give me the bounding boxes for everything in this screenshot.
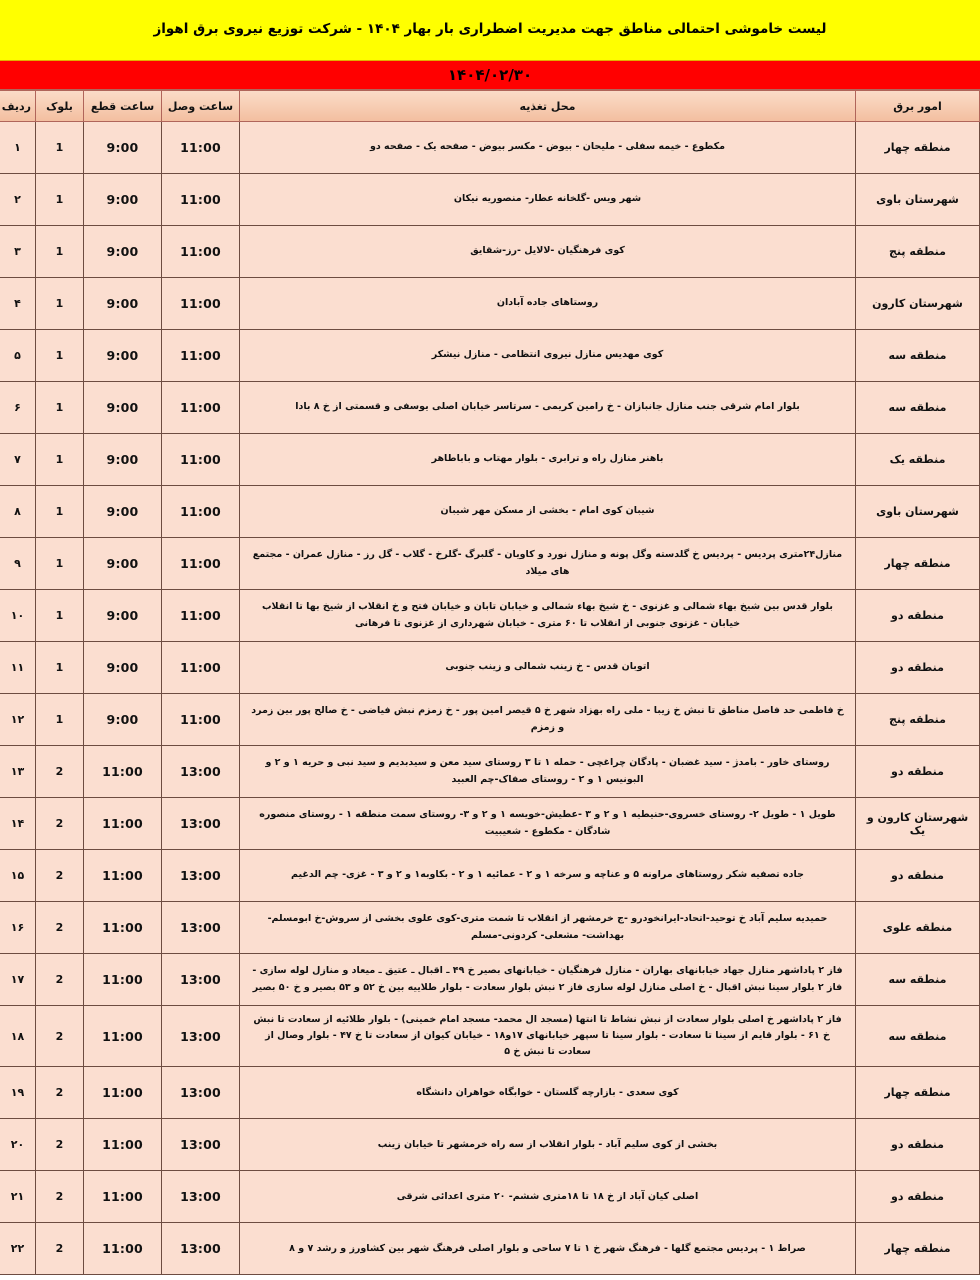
cell-area: منطقه چهار [856,1067,980,1119]
outage-schedule-table [0,89,980,1275]
cell-on-time: 13:00 [162,1067,240,1119]
cell-row-number: ۱۰ [0,590,36,642]
page-title: لیست خاموشی احتمالی مناطق جهت مدیریت اضطراری بار بهار ۱۴۰۴ - شرکت توزیع نیروی برق اهواز [153,21,827,38]
table-row [0,954,980,1006]
cell-feed-location: شیبان کوی امام - بخشی از مسکن مهر شیبان [240,486,856,538]
cell-block: 1 [36,486,84,538]
column-header-off-time: ساعت قطع [84,90,162,122]
cell-block: 1 [36,330,84,382]
cell-area: منطقه سه [856,330,980,382]
cell-feed-location: اتوبان قدس - خ زینب شمالی و زینب جنوبی [240,642,856,694]
cell-off-time: 11:00 [84,850,162,902]
cell-row-number: ۲۱ [0,1171,36,1223]
cell-block: 1 [36,174,84,226]
cell-on-time: 11:00 [162,538,240,590]
title-banner [0,0,980,60]
column-header-area: امور برق [856,90,980,122]
cell-area: شهرستان باوی [856,174,980,226]
cell-block: 2 [36,1119,84,1171]
column-header-feed-location: محل تغذیه [240,90,856,122]
cell-off-time: 9:00 [84,590,162,642]
cell-on-time: 11:00 [162,486,240,538]
cell-feed-location: حمیدیه سلیم آباد خ توحید-اتحاد-ایرانخودرو -ج خرمشهر از انقلاب تا شمت متری-کوی علوی بخشی از سروش-خ ابومسلم- بهداشت- مشعلی- کردونی-مسلم [240,902,856,954]
cell-on-time: 11:00 [162,122,240,174]
cell-feed-location: خ فاطمی حد فاصل مناطق تا نبش خ زیبا - ملی راه بهزاد شهر خ ۵ قیصر امین پور - خ زمزم نبش فیاضی - خ صالح پور بین زمرد و زمزم [240,694,856,746]
cell-off-time: 11:00 [84,746,162,798]
cell-block: 2 [36,1171,84,1223]
cell-row-number: ۱۸ [0,1006,36,1067]
cell-on-time: 11:00 [162,434,240,486]
cell-block: 1 [36,642,84,694]
cell-off-time: 11:00 [84,798,162,850]
cell-area: منطقه سه [856,954,980,1006]
cell-on-time: 11:00 [162,642,240,694]
cell-off-time: 9:00 [84,434,162,486]
cell-feed-location: جاده تصفیه شکر روستاهای مراونه ۵ و عناچه و سرخه ۱ و ۲ - عمائیه ۱ و ۲ - بکاوبه۱ و ۲ و ۳ - غزی- چم الدغیم [240,850,856,902]
cell-area: منطقه دو [856,1119,980,1171]
cell-on-time: 13:00 [162,902,240,954]
cell-row-number: ۴ [0,278,36,330]
cell-area: منطقه پنج [856,694,980,746]
cell-row-number: ۵ [0,330,36,382]
cell-block: 2 [36,850,84,902]
cell-on-time: 11:00 [162,694,240,746]
table-row [0,330,980,382]
column-header-on-time: ساعت وصل [162,90,240,122]
table-row [0,1223,980,1275]
table-row [0,850,980,902]
table-row [0,174,980,226]
cell-off-time: 9:00 [84,174,162,226]
cell-block: 2 [36,746,84,798]
cell-area: منطقه چهار [856,1223,980,1275]
cell-area: منطقه چهار [856,122,980,174]
cell-on-time: 13:00 [162,746,240,798]
table-row [0,1171,980,1223]
cell-block: 2 [36,902,84,954]
cell-row-number: ۳ [0,226,36,278]
cell-block: 1 [36,538,84,590]
cell-off-time: 11:00 [84,954,162,1006]
cell-off-time: 11:00 [84,1171,162,1223]
cell-area: منطقه دو [856,642,980,694]
cell-block: 2 [36,1223,84,1275]
cell-off-time: 9:00 [84,122,162,174]
cell-block: 1 [36,226,84,278]
cell-row-number: ۶ [0,382,36,434]
cell-on-time: 11:00 [162,382,240,434]
table-header [0,90,980,122]
cell-block: 2 [36,954,84,1006]
cell-feed-location: طویل ۱ - طویل ۲- روستای خسروی-حنیطیه ۱ و ۲ و ۳ -عطیش-خویسه ۱ و ۲ و ۳- روستای سمت منطقه ۱ - روستای منصوره شادگان - مکطوع - شعیبیت [240,798,856,850]
cell-feed-location: کوی سعدی - بازارچه گلستان - خوابگاه خواهران دانشگاه [240,1067,856,1119]
cell-feed-location: بلوار قدس بین شیخ بهاء شمالی و غزنوی - خ شیخ بهاء شمالی و خیابان تابان و خیابان فتح و خ انقلاب از شیخ بها تا انقلاب خیابان - غزنوی جنوبی از انقلاب تا ۶۰ متری - خیابان شهرداری از غزنوی تا فرهانی [240,590,856,642]
cell-on-time: 11:00 [162,590,240,642]
cell-row-number: ۱۱ [0,642,36,694]
cell-on-time: 11:00 [162,330,240,382]
table-row [0,694,980,746]
cell-row-number: ۱۷ [0,954,36,1006]
cell-row-number: ۲۰ [0,1119,36,1171]
cell-area: منطقه یک [856,434,980,486]
cell-area: منطقه دو [856,746,980,798]
cell-area: منطقه دو [856,850,980,902]
cell-area: منطقه دو [856,1171,980,1223]
cell-block: 2 [36,1006,84,1067]
cell-feed-location: روستای خاور - بامدژ - سید غضبان - پادگان چراغچی - حمله ۱ تا ۳ روستای سید معن و سیدبدیم و سید نبی و حریه ۱ و ۲ و البونیس ۱ و ۲ - روستای صفاک-چم العبید [240,746,856,798]
table-row [0,382,980,434]
cell-feed-location: فاز ۲ پاداشهر خ اصلی بلوار سعادت از نبش نشاط تا انتها (مسجد ال محمد- مسجد امام خمینی) - بلوار طلائیه از سعادت تا نبش خ ۶۱ - بلوار قایم از سینا تا سعادت - بلوار سینا تا سپهر خیابانهای ۱۷و۱۸ - خیابان کیوان از سعادت تا خ ۴۷ - بلوار وصال از سعادت تا نبش خ ۵ [240,1006,856,1067]
table-header-row [0,90,980,122]
cell-area: منطقه دو [856,590,980,642]
column-header-row-number: ردیف [0,90,36,122]
table-row [0,486,980,538]
cell-feed-location: روستاهای جاده آبادان [240,278,856,330]
cell-area: منطقه چهار [856,538,980,590]
cell-row-number: ۲ [0,174,36,226]
cell-off-time: 9:00 [84,694,162,746]
table-row [0,1119,980,1171]
cell-row-number: ۷ [0,434,36,486]
table-row [0,642,980,694]
cell-on-time: 13:00 [162,1223,240,1275]
cell-on-time: 13:00 [162,1171,240,1223]
table-row [0,590,980,642]
cell-row-number: ۱ [0,122,36,174]
cell-row-number: ۱۶ [0,902,36,954]
cell-row-number: ۱۵ [0,850,36,902]
cell-on-time: 11:00 [162,226,240,278]
cell-area: منطقه سه [856,382,980,434]
cell-off-time: 11:00 [84,1006,162,1067]
cell-row-number: ۸ [0,486,36,538]
date-banner [0,60,980,89]
cell-on-time: 11:00 [162,278,240,330]
cell-off-time: 9:00 [84,382,162,434]
cell-on-time: 13:00 [162,798,240,850]
cell-block: 2 [36,798,84,850]
cell-area: منطقه پنج [856,226,980,278]
cell-on-time: 11:00 [162,174,240,226]
cell-feed-location: باهنر منازل راه و ترابری - بلوار مهتاب و باباطاهر [240,434,856,486]
cell-area: شهرستان کارون و یک [856,798,980,850]
cell-row-number: ۹ [0,538,36,590]
cell-block: 1 [36,382,84,434]
cell-row-number: ۲۲ [0,1223,36,1275]
cell-area: شهرستان کارون [856,278,980,330]
cell-feed-location: بخشی از کوی سلیم آباد - بلوار انقلاب از سه راه خرمشهر تا خیابان زینب [240,1119,856,1171]
table-row [0,1006,980,1067]
cell-off-time: 9:00 [84,330,162,382]
cell-row-number: ۱۳ [0,746,36,798]
cell-off-time: 11:00 [84,902,162,954]
cell-feed-location: صراط ۱ - پردیس مجتمع گلها - فرهنگ شهر خ ۱ تا ۷ ساحی و بلوار اصلی فرهنگ شهر بین کشاورز و رشد ۷ و ۸ [240,1223,856,1275]
cell-block: 1 [36,694,84,746]
cell-feed-location: منازل۲۴متری پردیس - پردیس خ گلدسته وگل پونه و منازل نورد و کاویان - گلبرگ -گلرخ - گلاب - گل رز - منازل عمران - مجتمع های میلاد [240,538,856,590]
table-row [0,902,980,954]
cell-off-time: 11:00 [84,1223,162,1275]
table-body [0,122,980,1275]
cell-off-time: 9:00 [84,538,162,590]
cell-off-time: 9:00 [84,226,162,278]
table-row [0,538,980,590]
cell-area: منطقه سه [856,1006,980,1067]
table-row [0,434,980,486]
cell-on-time: 13:00 [162,850,240,902]
cell-on-time: 13:00 [162,1119,240,1171]
cell-off-time: 11:00 [84,1119,162,1171]
cell-row-number: ۱۲ [0,694,36,746]
table-row [0,122,980,174]
schedule-date: ۱۴۰۴/۰۲/۳۰ [447,66,533,84]
cell-block: 1 [36,122,84,174]
cell-off-time: 9:00 [84,642,162,694]
table-row [0,278,980,330]
cell-block: 1 [36,278,84,330]
cell-feed-location: فاز ۲ پاداشهر منازل جهاد خیابانهای بهاران - منازل فرهنگیان - خیابانهای بصیر خ ۴۹ ـ اقبال ـ عتیق ـ میعاد و منازل لوله سازی - فاز ۲ بلوار سینا نبش اقبال - خ اصلی منازل لوله سازی فاز ۲ نبش بلوار سعادت - بلوار طلاییه بین خ ۵۲ و ۵۳ بصیر و خ ۵۰ بصیر [240,954,856,1006]
cell-area: شهرستان باوی [856,486,980,538]
column-header-block: بلوک [36,90,84,122]
cell-off-time: 9:00 [84,278,162,330]
cell-block: 2 [36,1067,84,1119]
cell-row-number: ۱۹ [0,1067,36,1119]
cell-area: منطقه علوی [856,902,980,954]
cell-feed-location: مکطوع - خیمه سفلی - ملیحان - بیوض - مکسر بیوض - صفحه یک - صفحه دو [240,122,856,174]
cell-block: 1 [36,590,84,642]
cell-feed-location: اصلی کیان آباد از خ ۱۸ تا ۱۸متری ششم- ۲۰ متری اعدائی شرقی [240,1171,856,1223]
table-row [0,798,980,850]
cell-feed-location: کوی مهدیس منازل نیروی انتظامی - منازل نیشکر [240,330,856,382]
cell-on-time: 13:00 [162,954,240,1006]
table-row [0,746,980,798]
cell-off-time: 9:00 [84,486,162,538]
cell-off-time: 11:00 [84,1067,162,1119]
table-row [0,1067,980,1119]
cell-feed-location: بلوار امام شرقی جنب منازل جانبازان - خ رامین کریمی - سرتاسر خیابان اصلی یوسفی و قسمتی از خ ۸ بادا [240,382,856,434]
table-row [0,226,980,278]
cell-feed-location: کوی فرهنگیان -لالایل -رز-شقایق [240,226,856,278]
cell-row-number: ۱۴ [0,798,36,850]
cell-block: 1 [36,434,84,486]
cell-on-time: 13:00 [162,1006,240,1067]
cell-feed-location: شهر ویس -گلخانه عطار- منصوریه نیکان [240,174,856,226]
